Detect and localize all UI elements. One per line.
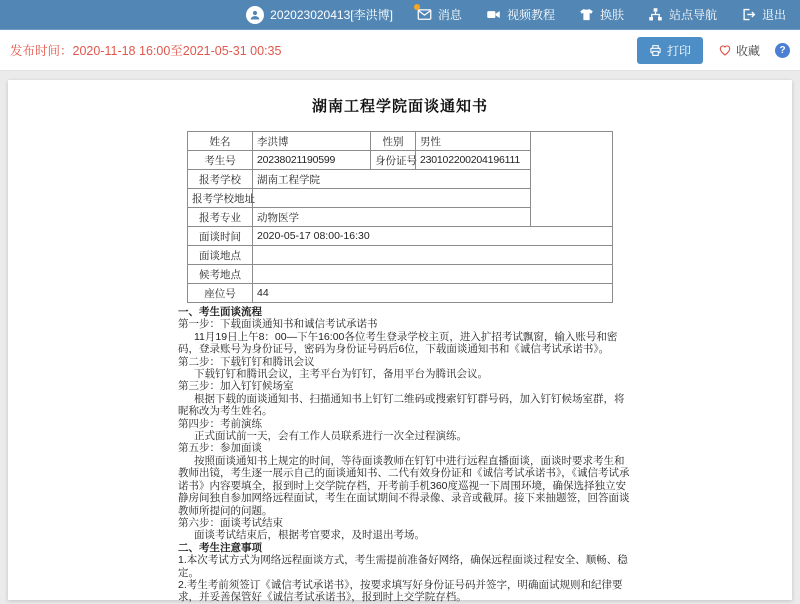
gender-label: 性别 [371, 132, 416, 151]
print-button[interactable] [637, 37, 703, 64]
school-addr-value [253, 189, 531, 208]
heart-icon [718, 43, 732, 57]
paragraph: 面谈考试结束后，根据考官要求，及时退出考场。 [194, 529, 425, 542]
candidate-no-value: 20238021190599 [253, 151, 371, 170]
nav-messages-label: 消息 [437, 8, 462, 22]
paragraph: 根据下载的面谈通知书、扫描通知书上钉钉二维码或搜索钉钉群号码，加入钉钉候场室群，将昵称改为考生姓名。 [178, 392, 625, 418]
section-heading: 二、考生注意事项 [178, 541, 262, 554]
interview-place-label: 面谈地点 [188, 246, 253, 265]
paragraph: 按照面谈通知书上规定的时间，等待面谈教师在钉钉中进行远程直播面谈，面谈时要求考生和教师出镜，考生逐一展示自己的面谈通知书、二代有效身份证和《诚信考试承诺书》，《诚信考试承诺书》内容要填全，报到时上交学院存档，开考前手机360度巡视一下周围环境，确保选择独立安静房间独自参加网络远程面试，考生在面试期间不得录像、录音或截屏。接下来抽题签，回答面谈教师所提问的问题。 [178, 454, 630, 517]
printer-icon [649, 44, 662, 57]
name-label: 姓名 [188, 132, 253, 151]
nav-logout-label: 退出 [761, 8, 786, 22]
document-card [8, 80, 792, 604]
sitemap-icon [648, 7, 663, 22]
nav-messages[interactable] [417, 6, 462, 23]
step-line: 第三步：加入钉钉候场室 [178, 380, 294, 393]
school-value: 湖南工程学院 [253, 170, 531, 189]
document-title: 湖南工程学院面谈通知书 [311, 98, 488, 115]
school-addr-label: 报考学校地址 [188, 189, 253, 208]
paragraph: 11月19日上午8：00—下午16:00各位考生登录学校主页，进入扩招考试飘窗，输入账号和密码，登录账号为身份证号，密码为身份证号码后6位，下载面谈通知书和《诚信考试承诺书》。 [178, 330, 618, 356]
notice-item: 1.本次考试方式为网络远程面谈方式，考生需提前准备好网络，确保远程面谈过程安全、顺畅、稳定。 [178, 554, 628, 579]
nav-change-skin[interactable] [579, 6, 624, 23]
id-no-label: 身份证号 [371, 151, 416, 170]
publish-bar-actions [637, 37, 790, 64]
candidate-no-label: 考生号 [188, 151, 253, 170]
major-label: 报考专业 [188, 208, 253, 227]
nav-video-tutorial-label: 视频教程 [506, 8, 555, 22]
name-value: 李洪博 [253, 132, 371, 151]
nav-logout[interactable] [741, 6, 786, 23]
notification-dot [414, 4, 420, 10]
document-body [178, 306, 634, 604]
step-line: 第五步：参加面谈 [178, 442, 262, 455]
shirt-icon [579, 7, 594, 22]
user-icon [246, 6, 264, 24]
major-value: 动物医学 [253, 208, 531, 227]
notice-item: 2.考生考前须签订《诚信考试承诺书》，按要求填写好身份证号码并签字，明确面试规则和纪律要求，并妥善保管好《诚信考试承诺书》，报到时上交学院存档。 [178, 578, 623, 604]
step-line: 第二步：下载钉钉和腾讯会议 [178, 355, 315, 368]
step-line: 第六步：面谈考试结束 [178, 516, 283, 529]
id-no-value: 230102200204196111 [416, 151, 531, 170]
logout-icon [741, 7, 756, 22]
interview-place-value [253, 246, 613, 265]
nav-site-navigation[interactable] [648, 6, 717, 23]
publish-bar [0, 30, 800, 71]
favorite-button[interactable] [718, 42, 760, 59]
step-line: 第一步：下载面谈通知书和诚信考试承诺书 [178, 318, 378, 331]
school-label: 报考学校 [188, 170, 253, 189]
envelope-icon [417, 7, 432, 22]
table-row [188, 284, 613, 303]
video-camera-icon [486, 7, 501, 22]
photo-cell [531, 132, 613, 227]
waiting-place-label: 候考地点 [188, 265, 253, 284]
interview-time-label: 面谈时间 [188, 227, 253, 246]
table-row [188, 227, 613, 246]
print-button-label: 打印 [666, 43, 691, 58]
user-account[interactable] [246, 6, 393, 24]
nav-change-skin-label: 换肤 [599, 8, 624, 22]
waiting-place-value [253, 265, 613, 284]
nav-video-tutorial[interactable] [486, 6, 555, 23]
publish-time-text: 发布时间：2020-11-18 16:00至2021-05-31 00:35 [10, 44, 282, 58]
help-icon[interactable] [775, 43, 790, 58]
table-row [188, 246, 613, 265]
top-navigation-bar [0, 0, 800, 30]
seat-no-value: 44 [253, 284, 613, 303]
section-heading: 一、考生面谈流程 [178, 306, 262, 318]
nav-site-navigation-label: 站点导航 [668, 8, 717, 22]
interview-time-value: 2020-05-17 08:00-16:30 [253, 227, 613, 246]
paragraph: 下载钉钉和腾讯会议，主考平台为钉钉，备用平台为腾讯会议。 [194, 368, 488, 381]
paragraph: 正式面试前一天，会有工作人员联系进行一次全过程演练。 [194, 430, 467, 443]
favorite-button-label: 收藏 [735, 43, 760, 58]
gender-value: 男性 [416, 132, 531, 151]
interview-form-table [187, 131, 613, 303]
table-row [188, 132, 613, 151]
user-id-label: 202023020413[李洪博] [270, 8, 393, 22]
table-row [188, 265, 613, 284]
step-line: 第四步：考前演练 [178, 417, 262, 430]
seat-no-label: 座位号 [188, 284, 253, 303]
